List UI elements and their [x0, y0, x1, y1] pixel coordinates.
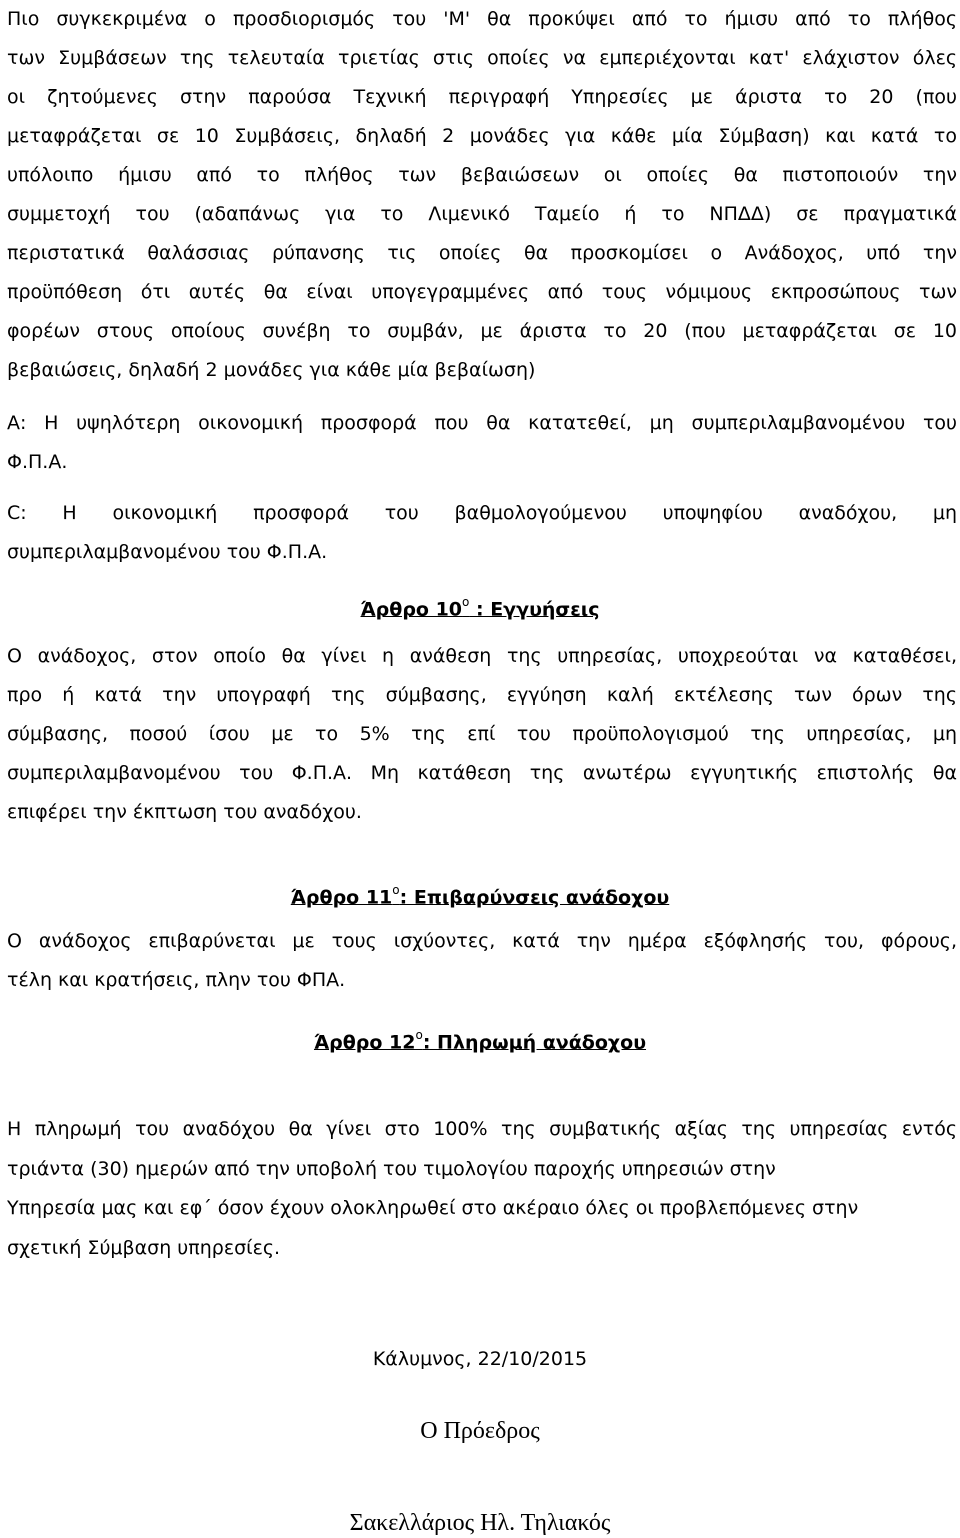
- signatory-role: Ο Πρόεδρος: [420, 1418, 540, 1444]
- text-line: Α: Η υψηλότερη οικονομική προσφορά που θα κατατεθεί, μη συμπεριλαμβανομένου του: [7, 412, 957, 434]
- text-line: Η πληρωμή του αναδόχου θα γίνει στο 100% της συμβατικής αξίας της υπηρεσίας εντός: [7, 1118, 957, 1140]
- article-12-heading: [0, 1022, 960, 1057]
- text-line: προϋπόθεση ότι αυτές θα είναι υπογεγραμμένες από τους νόμιμους εκπροσώπους των: [7, 281, 957, 303]
- text-line: προ ή κατά την υπογραφή της σύμβασης, εγγύηση καλή εκτέλεσης των όρων της: [7, 684, 957, 706]
- text-line: συμπεριλαμβανομένου του Φ.Π.Α. Μη κατάθεση της ανωτέρω εγγυητικής επιστολής θα: [7, 762, 957, 784]
- heading-text: Άρθρο 11: [290, 886, 393, 909]
- text-line: οι ζητούμενες στην παρούσα Τεχνική περιγραφή Υπηρεσίες με άριστα το 20 (που: [7, 86, 957, 108]
- heading-text: Άρθρο 10: [360, 598, 463, 621]
- text-line: περιστατικά θαλάσσιας ρύπανσης τις οποίες θα προσκομίσει ο Ανάδοχος, υπό την: [7, 242, 957, 264]
- text-line: Ο ανάδοχος, στον οποίο θα γίνει η ανάθεση της υπηρεσίας, υποχρεούται να καταθέσει,: [7, 645, 957, 667]
- text-line: Υπηρεσία μας και εφ΄ όσον έχουν ολοκληρωθεί στο ακέραιο όλες οι προβλεπόμενες στην: [7, 1197, 859, 1219]
- text-line: Φ.Π.Α.: [7, 451, 68, 473]
- text-line: τριάντα (30) ημερών από την υποβολή του τιμολογίου παροχής υπηρεσιών στην: [7, 1157, 776, 1180]
- text-line: βεβαιώσεις, δηλαδή 2 μονάδες για κάθε μία βεβαίωση): [7, 359, 536, 381]
- heading-superscript: ο: [415, 1028, 423, 1042]
- text-line: συμπεριλαμβανομένου του Φ.Π.Α.: [7, 541, 328, 563]
- text-line: φορέων στους οποίους συνέβη το συμβάν, με άριστα το 20 (που μεταφράζεται σε 10: [7, 320, 957, 342]
- text-line: σύμβασης, ποσού ίσου με το 5% της επί του προϋπολογισμού της υπηρεσίας, μη: [7, 723, 957, 745]
- text-line: επιφέρει την έκπτωση του αναδόχου.: [7, 801, 362, 823]
- text-line: συμμετοχή του (αδαπάνως για το Λιμενικό Ταμείο ή το ΝΠΔΔ) σε πραγματικά: [7, 203, 957, 225]
- text-line: Πιο συγκεκριμένα ο προσδιορισμός του 'M' θα προκύψει από το ήμισυ από το πλήθος: [7, 8, 957, 30]
- place-date: Κάλυμνος, 22/10/2015: [372, 1348, 588, 1370]
- heading-text: : Επιβαρύνσεις ανάδοχου: [399, 886, 670, 909]
- paragraph-m-definition: [7, 0, 957, 390]
- heading-superscript: ο: [392, 883, 400, 897]
- heading-text: : Εγγυήσεις: [469, 598, 600, 621]
- text-line: υπόλοιπο ήμισυ από το πλήθος των βεβαιώσεων οι οποίες θα πιστοποιούν την: [7, 164, 957, 186]
- text-line: τέλη και κρατήσεις, πλην του ΦΠΑ.: [7, 969, 346, 991]
- text-line: των Συμβάσεων της τελευταία τριετίας στις οποίες να εμπεριέχονται κατ' ελάχιστον όλες: [7, 47, 957, 69]
- article-11-heading: [0, 877, 960, 912]
- paragraph-a-definition: [7, 404, 957, 482]
- heading-text: Άρθρο 12: [313, 1031, 416, 1054]
- text-line: μεταφράζεται σε 10 Συμβάσεις, δηλαδή 2 μονάδες για κάθε μία Σύμβαση) και κατά το: [7, 125, 957, 147]
- text-line: Ο ανάδοχος επιβαρύνεται με τους ισχύοντες, κατά την ημέρα εξόφλησής του, φόρους,: [7, 930, 957, 952]
- article-12-body: [7, 1110, 957, 1268]
- heading-text: : Πληρωμή ανάδοχου: [422, 1031, 647, 1054]
- signatory-name: Σακελλάριος Ηλ. Τηλιακός: [349, 1510, 611, 1536]
- article-10-body: [7, 637, 957, 832]
- heading-superscript: ο: [462, 595, 470, 609]
- paragraph-c-definition: [7, 494, 957, 572]
- article-11-body: [7, 922, 957, 1000]
- text-line: C: Η οικονομική προσφορά του βαθμολογούμενου υποψηφίου αναδόχου, μη: [7, 502, 957, 524]
- article-10-heading: [0, 589, 960, 624]
- text-line: σχετική Σύμβαση υπηρεσίες.: [7, 1236, 281, 1259]
